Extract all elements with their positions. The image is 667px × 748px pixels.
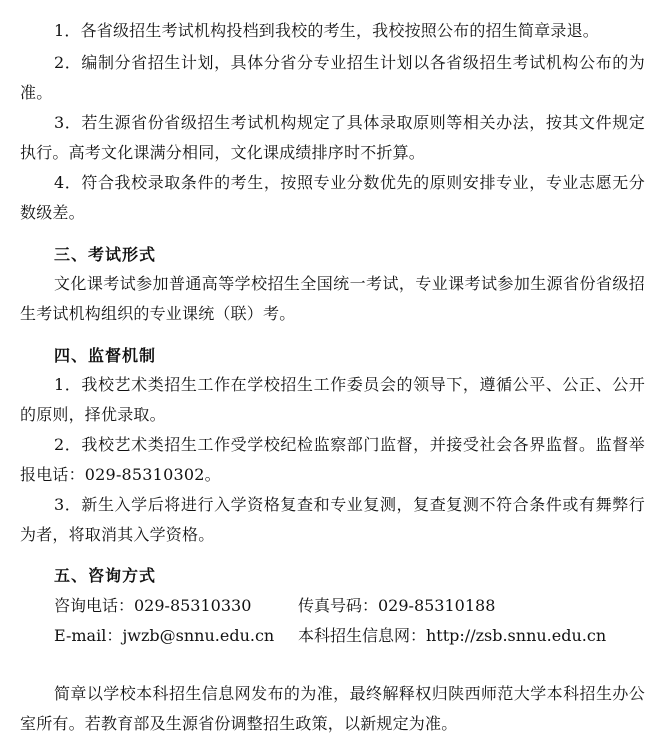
contact-phone: 咨询电话：029-85310330 xyxy=(54,596,252,615)
contact-fax: 传真号码：029-85310188 xyxy=(298,596,496,615)
closing-statement: 简章以学校本科招生信息网发布的为准，最终解释权归陕西师范大学本科招生办公室所有。若教育部及生源省份调整招生政策，以新规定为准。 xyxy=(20,684,645,733)
section-heading-exam-format: 三、考试形式 xyxy=(54,245,157,264)
contact-email: E-mail：jwzb@snnu.edu.cn xyxy=(54,626,275,645)
admission-rule-1: 1．各省级招生考试机构投档到我校的考生，我校按照公布的招生简章录退。 xyxy=(54,21,599,40)
supervision-item-1: 1．我校艺术类招生工作在学校招生工作委员会的领导下，遵循公平、公正、公开的原则，择优录取。 xyxy=(20,375,645,424)
section-heading-supervision: 四、监督机制 xyxy=(54,346,157,365)
supervision-item-3: 3．新生入学后将进行入学资格复查和专业复测，复查复测不符合条件或有舞弊行为者，将取消其入学资格。 xyxy=(20,495,645,544)
supervision-item-2: 2．我校艺术类招生工作受学校纪检监察部门监督，并接受社会各界监督。监督举报电话：029-85310302。 xyxy=(20,435,645,484)
exam-format-text: 文化课考试参加普通高等学校招生全国统一考试，专业课考试参加生源省份省级招生考试机构组织的专业课统（联）考。 xyxy=(20,274,645,323)
admission-rule-3: 3．若生源省份省级招生考试机构规定了具体录取原则等相关办法，按其文件规定执行。高考文化课满分相同，文化课成绩排序时不折算。 xyxy=(20,113,645,162)
contact-website: 本科招生信息网：http://zsb.snnu.edu.cn xyxy=(298,626,607,645)
section-heading-contact: 五、咨询方式 xyxy=(54,566,157,585)
admission-rule-2: 2．编制分省招生计划，具体分省分专业招生计划以各省级招生考试机构公布的为准。 xyxy=(20,53,645,102)
admission-rule-4: 4．符合我校录取条件的考生，按照专业分数优先的原则安排专业，专业志愿无分数级差。 xyxy=(20,173,645,222)
